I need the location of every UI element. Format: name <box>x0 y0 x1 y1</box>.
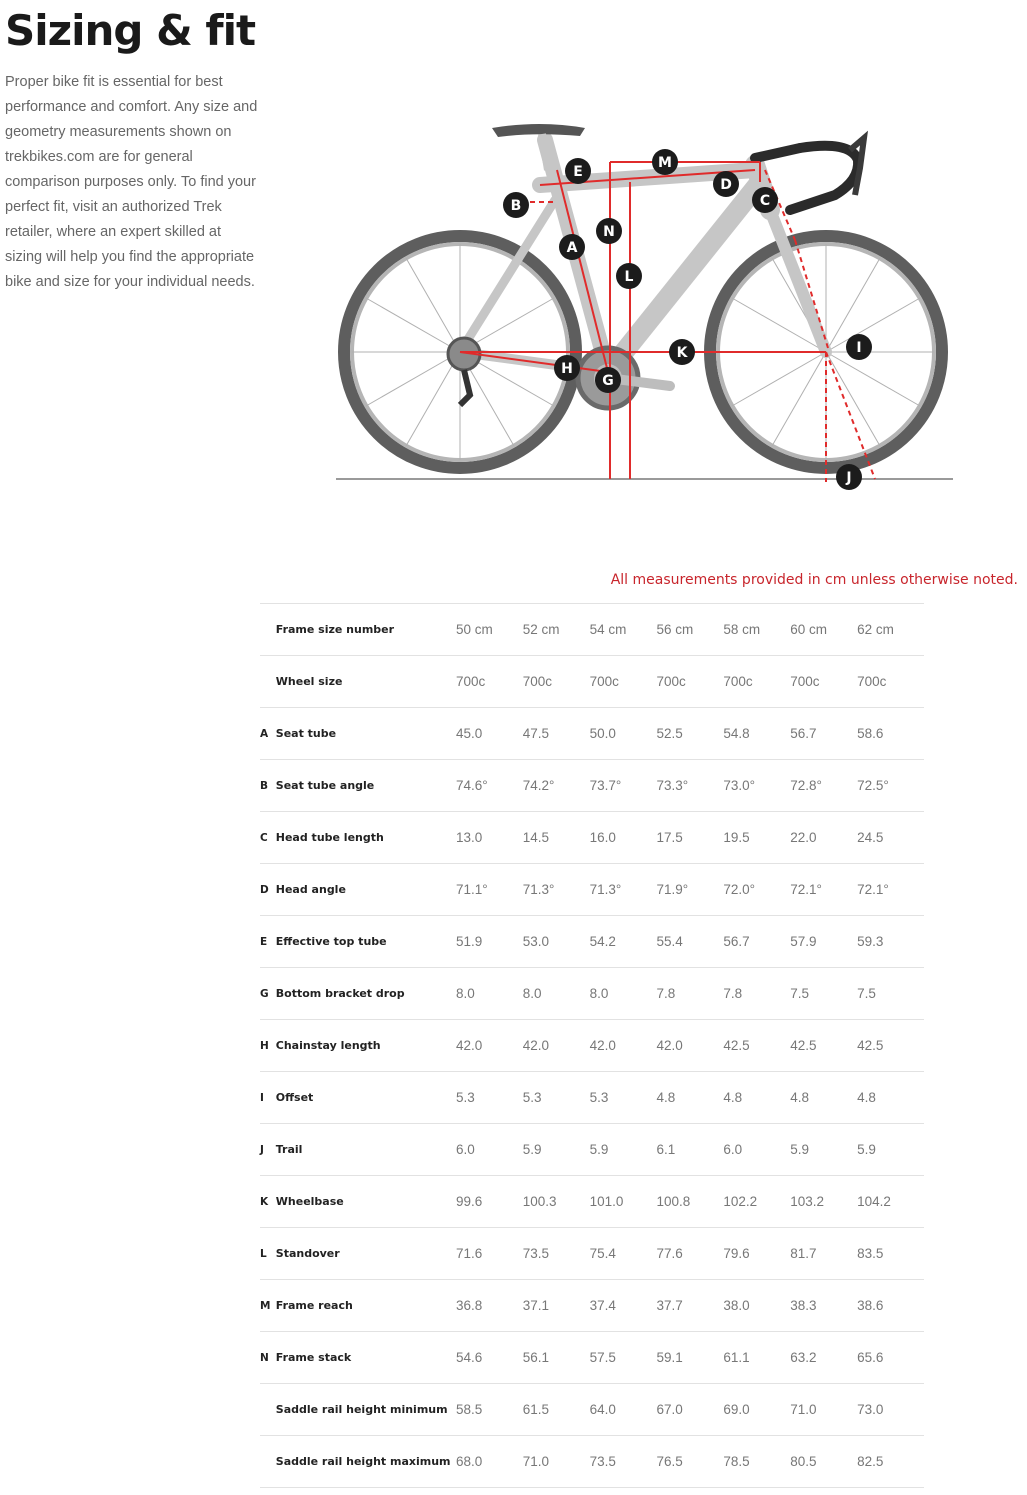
table-cell: 71.6 <box>455 1246 483 1261</box>
table-cell: 58 cm <box>723 622 761 637</box>
bike-geometry-diagram <box>330 110 970 500</box>
table-cell: 71.3° <box>589 882 622 897</box>
table-cell: 5.9 <box>857 1142 876 1157</box>
table-cell: 5.3 <box>589 1090 609 1105</box>
table-cell: 5.9 <box>790 1142 809 1157</box>
table-cell: 38.6 <box>857 1298 884 1313</box>
table-cell: 14.5 <box>522 830 549 845</box>
table-cell: 59.3 <box>857 934 884 949</box>
svg-text:N: N <box>603 224 615 240</box>
table-cell: 72.5° <box>857 778 889 793</box>
marker-l <box>616 263 642 289</box>
marker-e <box>565 158 591 184</box>
table-cell: 42.5 <box>790 1038 817 1053</box>
row-letter: E <box>260 935 268 948</box>
table-row <box>260 1020 924 1072</box>
table-cell: 7.5 <box>790 986 809 1001</box>
row-letter <box>260 604 276 656</box>
table-cell: 4.8 <box>857 1090 876 1105</box>
row-label: Seat tube angle <box>275 779 375 792</box>
row-letter: C <box>260 831 268 844</box>
table-cell: 103.2 <box>790 1194 825 1209</box>
row-label: Effective top tube <box>275 935 387 948</box>
table-cell: 6.0 <box>723 1142 743 1157</box>
table-cell: 4.8 <box>723 1090 743 1105</box>
table-cell: 73.5 <box>589 1454 616 1469</box>
table-cell: 72.1° <box>857 882 889 897</box>
table-cell: 72.1° <box>790 882 822 897</box>
table-cell: 700c <box>790 674 820 689</box>
row-label: Wheel size <box>275 675 343 688</box>
table-cell: 69.0 <box>723 1402 750 1417</box>
table-cell: 42.0 <box>656 1038 683 1053</box>
marker-i <box>846 334 872 360</box>
marker-k <box>669 339 695 365</box>
table-cell: 5.9 <box>522 1142 542 1157</box>
table-cell: 72.8° <box>790 778 822 793</box>
svg-text:G: G <box>602 373 614 389</box>
row-letter: D <box>260 883 269 896</box>
table-cell: 16.0 <box>589 830 616 845</box>
table-cell: 57.9 <box>790 934 817 949</box>
table-cell: 58.5 <box>455 1402 483 1417</box>
table-cell: 56.7 <box>723 934 750 949</box>
svg-text:L: L <box>624 269 634 285</box>
table-row <box>260 968 924 1020</box>
table-cell: 78.5 <box>723 1454 750 1469</box>
table-row <box>260 604 924 656</box>
page-title: Sizing & fit <box>5 6 256 55</box>
svg-text:J: J <box>846 470 852 486</box>
marker-c <box>752 187 778 213</box>
marker-d <box>713 171 739 197</box>
table-cell: 51.9 <box>455 934 483 949</box>
table-cell: 73.5 <box>522 1246 549 1261</box>
table-cell: 60 cm <box>790 622 827 637</box>
table-row <box>260 916 924 968</box>
svg-text:B: B <box>510 198 522 214</box>
row-letter: K <box>260 1195 269 1208</box>
table-cell: 73.3° <box>656 778 689 793</box>
row-letter: I <box>260 1091 264 1104</box>
table-cell: 104.2 <box>857 1194 891 1209</box>
svg-text:A: A <box>566 240 578 256</box>
table-cell: 71.9° <box>656 882 689 897</box>
table-cell: 57.5 <box>589 1350 616 1365</box>
row-label: Frame size number <box>275 623 395 636</box>
row-label: Frame reach <box>275 1299 353 1312</box>
table-cell: 50.0 <box>589 726 616 741</box>
table-cell: 8.0 <box>589 986 609 1001</box>
table-cell: 61.5 <box>522 1402 549 1417</box>
table-cell: 68.0 <box>455 1454 483 1469</box>
row-label: Head tube length <box>275 831 384 844</box>
derailleur <box>460 370 470 405</box>
table-cell: 42.5 <box>857 1038 884 1053</box>
table-cell: 74.2° <box>522 778 555 793</box>
table-cell: 99.6 <box>455 1194 483 1209</box>
table-row <box>260 656 924 708</box>
table-cell: 53.0 <box>522 934 549 949</box>
row-label: Bottom bracket drop <box>275 987 405 1000</box>
table-cell: 59.1 <box>656 1350 683 1365</box>
row-label: Chainstay length <box>275 1039 381 1052</box>
table-cell: 52 cm <box>522 622 560 637</box>
table-cell: 79.6 <box>723 1246 750 1261</box>
table-cell: 56 cm <box>656 622 694 637</box>
table-cell: 8.0 <box>455 986 475 1001</box>
table-cell: 83.5 <box>857 1246 884 1261</box>
marker-a <box>559 234 585 260</box>
table-cell: 7.8 <box>723 986 743 1001</box>
table-row <box>260 812 924 864</box>
row-letter: N <box>260 1351 269 1364</box>
table-cell: 58.6 <box>857 726 884 741</box>
row-letter: H <box>260 1039 269 1052</box>
table-cell: 80.5 <box>790 1454 817 1469</box>
table-cell: 71.0 <box>522 1454 549 1469</box>
svg-text:H: H <box>561 361 573 377</box>
svg-text:K: K <box>676 345 688 361</box>
table-cell: 22.0 <box>790 830 817 845</box>
stem <box>755 148 800 158</box>
table-cell: 8.0 <box>522 986 542 1001</box>
row-letter: B <box>260 779 269 792</box>
table-cell: 56.1 <box>522 1350 549 1365</box>
row-label: Frame stack <box>275 1351 352 1364</box>
table-cell: 6.1 <box>656 1142 676 1157</box>
marker-j <box>836 464 862 490</box>
table-cell: 102.2 <box>723 1194 758 1209</box>
table-cell: 56.7 <box>790 726 817 741</box>
marker-h <box>554 355 580 381</box>
table-cell: 73.0° <box>723 778 756 793</box>
table-cell: 5.3 <box>455 1090 475 1105</box>
handlebar <box>790 146 858 210</box>
intro-text: Proper bike fit is essential for best performance and comfort. Any size and geometry measurements shown on trekbikes.com are for general comparison purposes only. To find your perfect fit, visit an authorized Trek retailer, where an expert skilled at sizing will help you find the appropriate bike and size for your individual needs. <box>5 74 258 290</box>
table-cell: 100.8 <box>656 1194 691 1209</box>
table-cell: 54.2 <box>589 934 616 949</box>
table-cell: 45.0 <box>455 726 483 741</box>
table-cell: 74.6° <box>455 778 488 793</box>
row-letter <box>260 1436 276 1488</box>
svg-text:M: M <box>658 155 672 171</box>
table-cell: 73.0 <box>857 1402 884 1417</box>
table-cell: 13.0 <box>455 830 483 845</box>
table-cell: 47.5 <box>522 726 549 741</box>
table-cell: 7.5 <box>857 986 876 1001</box>
table-cell: 4.8 <box>790 1090 809 1105</box>
table-row <box>260 1332 924 1384</box>
table-cell: 54.8 <box>723 726 750 741</box>
table-row <box>260 1280 924 1332</box>
table-cell: 54.6 <box>455 1350 483 1365</box>
svg-text:I: I <box>856 340 862 356</box>
table-cell: 50 cm <box>455 622 493 637</box>
table-row <box>260 1436 924 1488</box>
table-cell: 62 cm <box>857 622 894 637</box>
table-cell: 71.0 <box>790 1402 817 1417</box>
table-cell: 82.5 <box>857 1454 884 1469</box>
row-label: Seat tube <box>275 727 337 740</box>
table-cell: 36.8 <box>455 1298 483 1313</box>
table-row <box>260 1124 924 1176</box>
row-label: Saddle rail height minimum <box>275 1403 448 1416</box>
table-cell: 54 cm <box>589 622 627 637</box>
table-cell: 75.4 <box>589 1246 616 1261</box>
table-row <box>260 1072 924 1124</box>
table-cell: 72.0° <box>723 882 756 897</box>
row-letter: M <box>260 1299 271 1312</box>
units-note: All measurements provided in cm unless otherwise noted. <box>610 572 1018 588</box>
marker-b <box>503 192 529 218</box>
table-cell: 700c <box>656 674 686 689</box>
table-cell: 700c <box>589 674 619 689</box>
table-cell: 4.8 <box>656 1090 676 1105</box>
row-letter <box>260 656 276 708</box>
table-cell: 37.7 <box>656 1298 683 1313</box>
table-cell: 100.3 <box>522 1194 557 1209</box>
table-cell: 17.5 <box>656 830 683 845</box>
table-cell: 6.0 <box>455 1142 475 1157</box>
row-letter: L <box>260 1247 267 1260</box>
table-cell: 38.0 <box>723 1298 750 1313</box>
table-cell: 65.6 <box>857 1350 884 1365</box>
row-letter: A <box>260 727 269 740</box>
row-letter: G <box>260 987 269 1000</box>
geometry-table <box>260 603 924 1488</box>
row-label: Head angle <box>275 883 346 896</box>
table-cell: 700c <box>522 674 552 689</box>
table-cell: 81.7 <box>790 1246 817 1261</box>
table-cell: 7.8 <box>656 986 676 1001</box>
marker-n <box>596 218 622 244</box>
table-cell: 63.2 <box>790 1350 817 1365</box>
table-cell: 52.5 <box>656 726 683 741</box>
svg-text:E: E <box>573 164 583 180</box>
table-cell: 61.1 <box>723 1350 750 1365</box>
table-cell: 77.6 <box>656 1246 683 1261</box>
table-cell: 19.5 <box>723 830 750 845</box>
table-cell: 73.7° <box>589 778 622 793</box>
table-cell: 38.3 <box>790 1298 817 1313</box>
table-cell: 101.0 <box>589 1194 624 1209</box>
row-label: Trail <box>275 1143 303 1156</box>
table-cell: 42.0 <box>455 1038 483 1053</box>
table-cell: 42.0 <box>522 1038 549 1053</box>
table-cell: 64.0 <box>589 1402 616 1417</box>
geometry-table-body <box>260 604 924 1488</box>
table-row <box>260 1228 924 1280</box>
table-cell: 700c <box>723 674 753 689</box>
row-label: Offset <box>275 1091 314 1104</box>
table-cell: 42.5 <box>723 1038 750 1053</box>
table-row <box>260 1176 924 1228</box>
table-cell: 5.9 <box>589 1142 609 1157</box>
svg-text:C: C <box>759 193 771 209</box>
row-label: Standover <box>275 1247 340 1260</box>
row-label: Saddle rail height maximum <box>275 1455 451 1468</box>
table-row <box>260 760 924 812</box>
table-cell: 24.5 <box>857 830 884 845</box>
row-label: Wheelbase <box>275 1195 344 1208</box>
table-cell: 76.5 <box>656 1454 683 1469</box>
table-cell: 67.0 <box>656 1402 683 1417</box>
svg-text:D: D <box>720 177 732 193</box>
table-cell: 71.1° <box>455 882 488 897</box>
table-row <box>260 1384 924 1436</box>
table-row <box>260 708 924 760</box>
table-cell: 37.1 <box>522 1298 549 1313</box>
table-cell: 37.4 <box>589 1298 616 1313</box>
table-cell: 5.3 <box>522 1090 542 1105</box>
row-letter <box>260 1384 276 1436</box>
marker-m <box>652 149 678 175</box>
table-cell: 700c <box>455 674 486 689</box>
table-cell: 55.4 <box>656 934 683 949</box>
table-row <box>260 864 924 916</box>
marker-g <box>595 367 621 393</box>
table-cell: 700c <box>857 674 887 689</box>
table-cell: 42.0 <box>589 1038 616 1053</box>
table-cell: 71.3° <box>522 882 555 897</box>
row-letter: J <box>260 1143 264 1156</box>
